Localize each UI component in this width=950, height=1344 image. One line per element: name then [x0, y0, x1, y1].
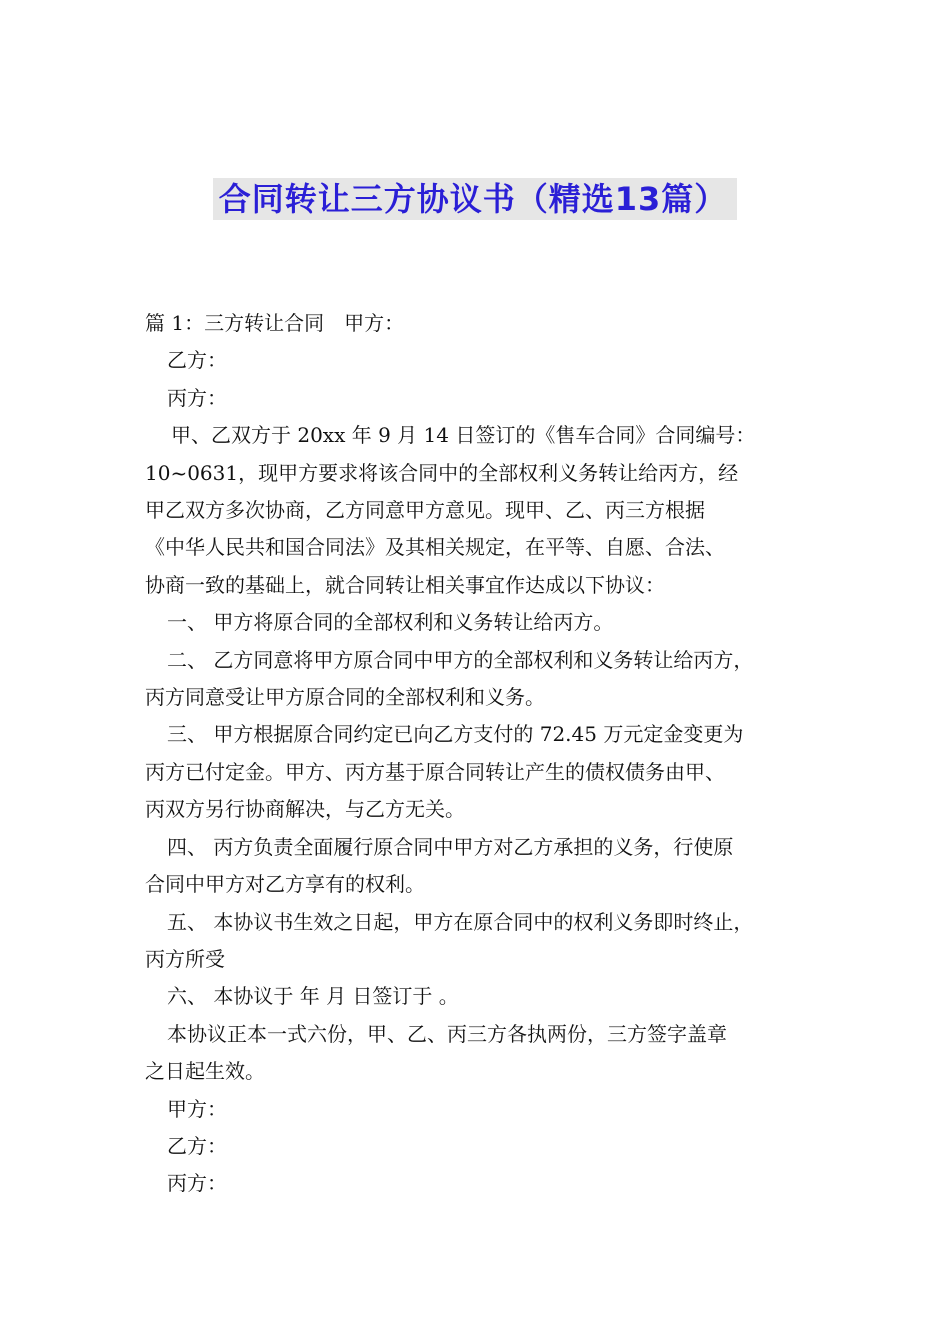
- clause-3-cont: 丙方已付定金。甲方、丙方基于原合同转让产生的债权债务由甲、: [145, 759, 725, 784]
- effective-clause: 本协议正本一式六份，甲、乙、丙三方各执两份，三方签字盖章: [167, 1021, 727, 1046]
- clause-3-cont: 丙双方另行协商解决，与乙方无关。: [145, 797, 465, 822]
- party-b-label: 乙方：: [167, 348, 227, 373]
- clause-4-cont: 合同中甲方对乙方享有的权利。: [145, 872, 425, 897]
- title-container: [0, 178, 950, 220]
- clause-1: 一、 甲方将原合同的全部权利和义务转让给丙方。: [167, 610, 614, 635]
- party-c-label: 丙方：: [167, 385, 227, 410]
- clause-5: 五、 本协议书生效之日起，甲方在原合同中的权利义务即时终止，: [167, 909, 754, 934]
- effective-clause-cont: 之日起生效。: [145, 1059, 265, 1084]
- clause-2: 二、 乙方同意将甲方原合同中甲方的全部权利和义务转让给丙方，: [167, 647, 754, 672]
- clause-5-cont: 丙方所受: [145, 946, 225, 971]
- paragraph-line: 《中华人民共和国合同法》及其相关规定，在平等、自愿、合法、: [145, 535, 725, 560]
- document-title: 合同转让三方协议书（精选13篇）: [213, 178, 738, 220]
- clause-4: 四、 丙方负责全面履行原合同中甲方对乙方承担的义务，行使原: [167, 834, 734, 859]
- paragraph-line: 10~0631，现甲方要求将该合同中的全部权利义务转让给丙方，经: [145, 460, 739, 485]
- section-heading: 篇 1：三方转让合同 甲方：: [145, 311, 405, 335]
- signature-party-b: 乙方：: [167, 1133, 227, 1158]
- clause-3: 三、 甲方根据原合同约定已向乙方支付的 72.45 万元定金变更为: [167, 722, 744, 747]
- paragraph-line: 协商一致的基础上，就合同转让相关事宜作达成以下协议：: [145, 572, 665, 597]
- paragraph-line: 甲乙双方多次协商，乙方同意甲方意见。现甲、乙、丙三方根据: [145, 498, 705, 523]
- clause-6: 六、 本协议于 年 月 日签订于 。: [167, 984, 459, 1009]
- paragraph-line: 甲、乙双方于 20xx 年 9 月 14 日签订的《售车合同》合同编号：: [171, 423, 756, 448]
- document-body: [145, 305, 810, 1203]
- signature-party-a: 甲方：: [167, 1096, 227, 1121]
- clause-2-cont: 丙方同意受让甲方原合同的全部权利和义务。: [145, 685, 545, 710]
- signature-party-c: 丙方：: [167, 1171, 227, 1196]
